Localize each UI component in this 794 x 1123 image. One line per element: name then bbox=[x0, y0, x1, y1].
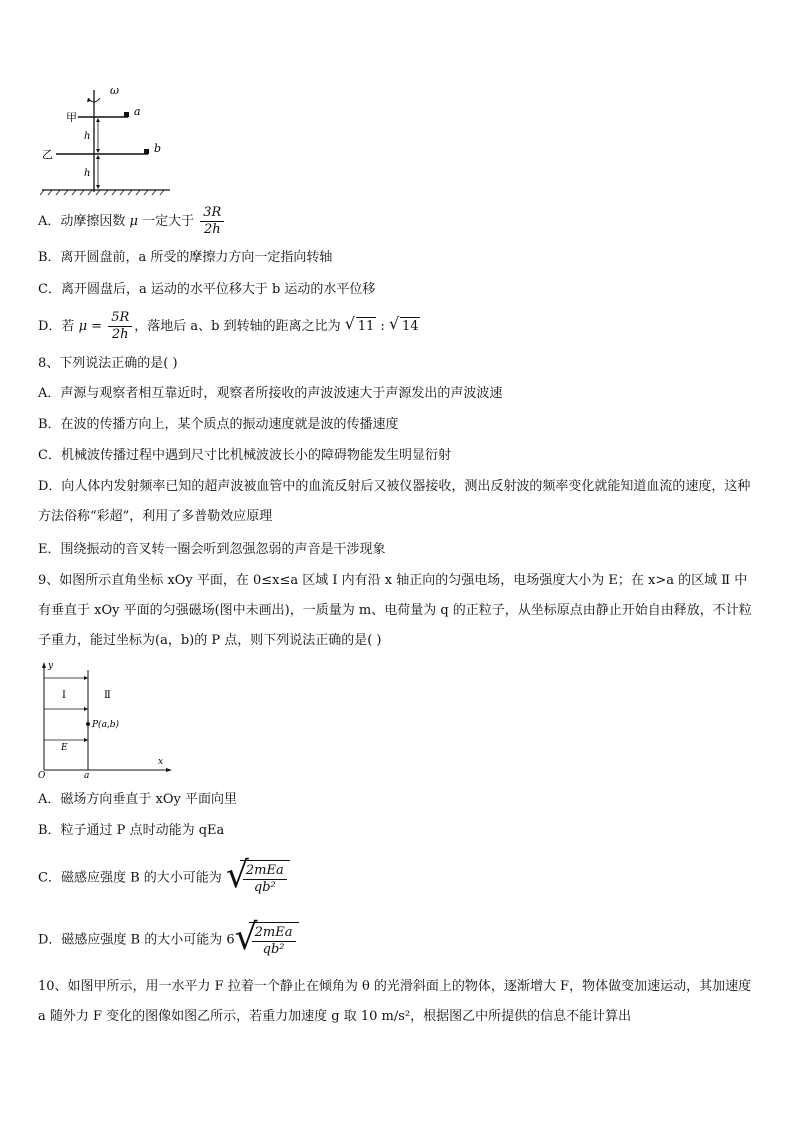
sqrt-fraction-c: √ $\frac{\text{2mEa}}{\text{qb²}}$ bbox=[226, 860, 290, 896]
fraction-5r-2h: $\frac{5R}{2h}$ bbox=[108, 310, 132, 343]
q9-option-a: A．磁场方向垂直于 xOy 平面向里 bbox=[38, 792, 237, 807]
q8-option-e: E．围绕振动的音叉转一圈会听到忽强忽弱的声音是干涉现象 bbox=[38, 542, 386, 557]
point-p-label: P(a,b) bbox=[92, 720, 120, 730]
q8-option-c: C．机械波传播过程中遇到尺寸比机械波波长小的障碍物能发生明显衍射 bbox=[38, 448, 451, 463]
sqrt-fraction-d: √ $\frac{\text{2mEa}}{\text{qb²}}$ bbox=[235, 922, 299, 958]
disc-jia-label: 甲 bbox=[66, 111, 77, 124]
sqrt-11: √ 11 bbox=[344, 314, 375, 334]
q7-option-b: B．离开圆盘前，a 所受的摩擦力方向一定指向转轴 bbox=[38, 250, 333, 265]
field-e-label: E bbox=[61, 743, 68, 753]
y-axis-label: y bbox=[48, 661, 54, 671]
sqrt-14: √ 14 bbox=[388, 314, 419, 334]
q7-option-c: C．离开圆盘后，a 运动的水平位移大于 b 运动的水平位移 bbox=[38, 282, 376, 297]
mass-a-label: a bbox=[134, 105, 141, 118]
q9-option-d: D．磁感应强度 B 的大小可能为 6 √ $\frac{\text{2mEa}}{\text{qb²}}$ bbox=[38, 922, 299, 958]
x-axis-label: x bbox=[158, 757, 164, 767]
mass-b-label: b bbox=[154, 142, 162, 155]
a-tick-label: a bbox=[84, 771, 90, 780]
origin-label: O bbox=[38, 771, 46, 780]
q8-stem: 8、下列说法正确的是( ) bbox=[38, 356, 178, 371]
rotating-disc-figure bbox=[36, 84, 186, 199]
q8-option-d: D．向人体内发射频率已知的超声波被血管中的血流反射后又被仪器接收，测出反射波的频率变化就能知道血流的速度，这种方法俗称“彩超”，利用了多普勒效应原理 bbox=[38, 479, 751, 524]
coordinate-field-figure bbox=[36, 660, 176, 780]
region-ii-label: Ⅱ bbox=[104, 690, 111, 701]
q7-option-a: A．动摩擦因数 μ 一定大于 $\frac{3R}{2h}$ bbox=[38, 205, 226, 238]
q9-option-c: C．磁感应强度 B 的大小可能为 √ $\frac{\text{2mEa}}{\text{qb²}}$ bbox=[38, 860, 290, 896]
region-i-label: Ⅰ bbox=[62, 690, 66, 701]
q9-option-b: B．粒子通过 P 点时动能为 qEa bbox=[38, 823, 225, 838]
disc-yi-label: 乙 bbox=[42, 148, 53, 161]
omega-label: ω bbox=[110, 84, 119, 97]
q7-option-d: D．若 μ = $\frac{5R}{2h}$ ，落地后 a、b 到转轴的距离之比为 √ 11 : √ 14 bbox=[38, 310, 419, 342]
q9-stem: 9、如图所示直角坐标 xOy 平面，在 0≤x≤a 区域 Ⅰ 内有沿 x 轴正向的匀强电场，电场强度大小为 E；在 x>a 的区域 Ⅱ 中有垂直于 xOy 平面的匀强磁场(图中未画出)，一质量为 m、电荷量为 q 的正粒子，从坐标原点由静止开始自由释放，不计粒子重力，能过坐标为(a，b)的 P 点，则下列说法正确的是( ) bbox=[38, 573, 752, 648]
q8-option-b: B．在波的传播方向上，某个质点的振动速度就是波的传播速度 bbox=[38, 417, 399, 432]
q10-stem: 10、如图甲所示，用一水平力 F 拉着一个静止在倾角为 θ 的光滑斜面上的物体，逐渐增大 F，物体做变加速运动，其加速度 a 随外力 F 变化的图像如图乙所示，若重力加速度 g 取 10 m/s²，根据图乙中所提供的信息不能计算出 bbox=[38, 979, 752, 1024]
height-h2-label: h bbox=[84, 168, 91, 179]
q8-option-a: A．声源与观察者相互靠近时，观察者所接收的声波波速大于声源发出的声波波速 bbox=[38, 386, 503, 401]
fraction-3r-2h: $\frac{3R}{2h}$ bbox=[200, 205, 224, 238]
height-h1-label: h bbox=[84, 131, 91, 142]
